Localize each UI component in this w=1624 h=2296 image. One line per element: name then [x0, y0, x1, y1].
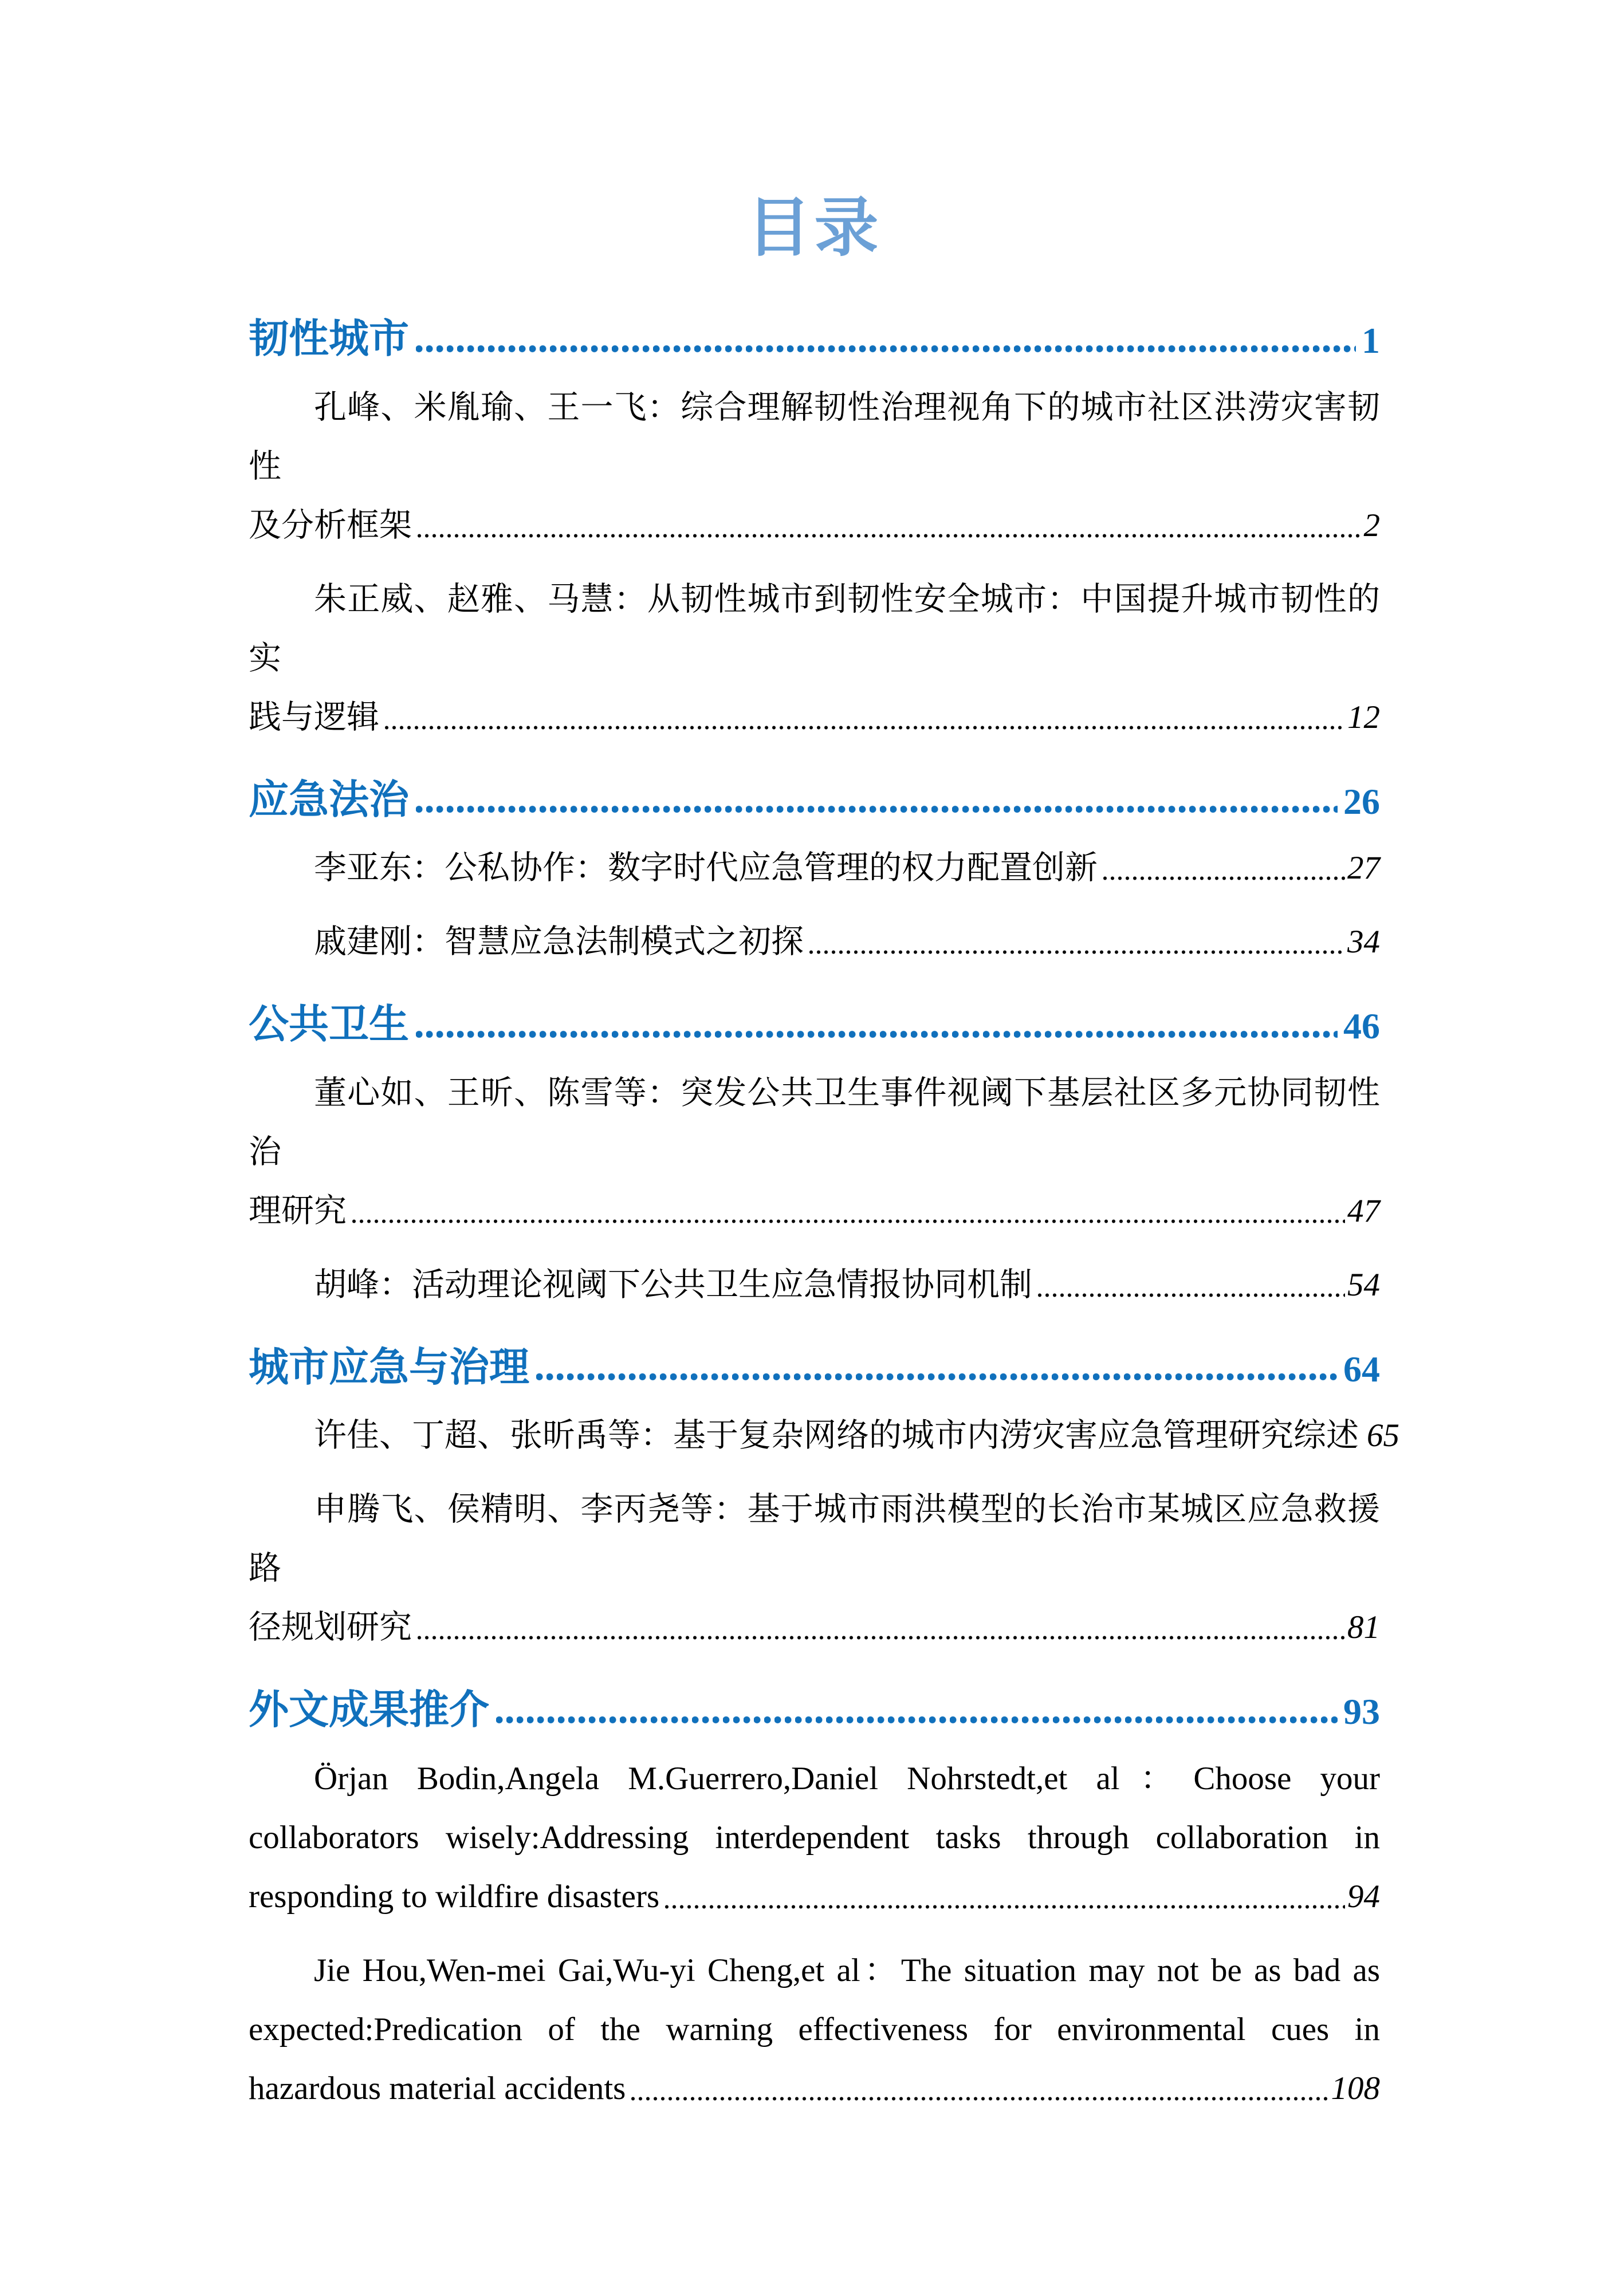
toc-entry-text: 许佳、丁超、张昕禹等：基于复杂网络的城市内涝灾害应急管理研究综述: [314, 1417, 1359, 1454]
toc-entry-last-line: [249, 912, 1380, 971]
toc-entry-line: expected:Predication of the warning effectiveness for environmental cues in: [249, 2011, 1380, 2047]
toc-section: [249, 777, 1380, 972]
section-page-number: 64: [1343, 1348, 1380, 1389]
section-page-number: 46: [1343, 1006, 1380, 1047]
entry-page-number: 108: [1331, 2070, 1380, 2106]
toc-section-heading[interactable]: [249, 1687, 1380, 1733]
toc-entry-last-line: [249, 838, 1380, 897]
toc-entry[interactable]: [249, 1064, 1380, 1240]
toc-section-heading[interactable]: [249, 1344, 1380, 1391]
section-page-number: 93: [1343, 1691, 1380, 1732]
entry-page-number: 12: [1347, 699, 1380, 735]
toc-entry-line: Jie Hou,Wen-mei Gai,Wu-yi Cheng,et al：The situation may not be as bad as: [314, 1952, 1380, 1988]
toc-entry[interactable]: [249, 1941, 1380, 2118]
toc-entry[interactable]: [249, 912, 1380, 971]
toc-entry-text: 胡峰：活动理论视阈下公共卫生应急情报协同机制: [314, 1266, 1032, 1303]
leader-dots: [385, 726, 1345, 730]
toc-entry-text: hazardous material accidents: [249, 2070, 626, 2106]
toc-entry-text: 及分析框架: [249, 507, 412, 544]
section-heading-label: 应急法治: [249, 777, 409, 822]
toc-entry-text: responding to wildfire disasters: [249, 1878, 660, 1915]
toc-entry-line: 申腾飞、侯精明、李丙尧等：基于城市雨洪模型的长治市某城区应急救援路: [249, 1491, 1380, 1587]
leader-dots: [352, 1219, 1345, 1223]
toc-entry-last-line: [249, 1406, 1399, 1465]
toc-section: [249, 316, 1380, 747]
toc-entry[interactable]: [249, 378, 1380, 555]
toc-entry[interactable]: [249, 570, 1380, 747]
section-heading-label: 公共卫生: [249, 1002, 409, 1047]
toc-section: [249, 1001, 1380, 1314]
toc-entry-text: 径规划研究: [249, 1609, 412, 1646]
toc-entry-last-line: [249, 496, 1380, 555]
leader-dots: [416, 1030, 1338, 1038]
leader-dots: [1103, 876, 1345, 880]
leader-dots: [665, 1905, 1345, 1909]
page-title: 目录: [746, 192, 882, 263]
entry-page-number: 65: [1367, 1417, 1399, 1454]
toc-entry[interactable]: [249, 1480, 1380, 1657]
leader-dots: [416, 345, 1356, 353]
toc-section: [249, 1687, 1380, 2118]
leader-dots: [1038, 1293, 1345, 1297]
entry-page-number: 2: [1363, 507, 1380, 544]
leader-dots: [418, 534, 1362, 538]
toc-entry-last-line: [249, 1867, 1380, 1926]
toc-entry-text: 践与逻辑: [249, 699, 379, 735]
toc-section: [249, 1344, 1399, 1657]
toc-content: [249, 192, 1399, 2118]
leader-dots: [809, 950, 1345, 954]
toc-entry[interactable]: [249, 1255, 1380, 1314]
toc-entry-text: 戚建刚：智慧应急法制模式之初探: [314, 924, 804, 960]
toc-entry[interactable]: [249, 838, 1380, 897]
entry-page-number: 94: [1347, 1878, 1380, 1915]
toc-entry-line: 孔峰、米胤瑜、王一飞：综合理解韧性治理视角下的城市社区洪涝灾害韧性: [249, 389, 1380, 485]
toc-entry-last-line: [249, 1182, 1380, 1240]
toc-entry-last-line: [249, 1598, 1380, 1657]
section-heading-label: 城市应急与治理: [249, 1344, 529, 1389]
entry-page-number: 34: [1347, 924, 1380, 960]
toc-entry[interactable]: [249, 1749, 1380, 1926]
toc-entry-text: 李亚东：公私协作：数字时代应急管理的权力配置创新: [314, 850, 1098, 887]
leader-dots: [416, 805, 1338, 813]
toc-entry-line: 朱正威、赵雅、马慧：从韧性城市到韧性安全城市：中国提升城市韧性的实: [249, 581, 1380, 676]
toc-section-heading[interactable]: [249, 316, 1380, 362]
toc-section-heading[interactable]: [249, 1001, 1380, 1047]
toc-entry-line: Örjan Bodin,Angela M.Guerrero,Daniel Nohrstedt,et al：Choose your: [314, 1760, 1380, 1797]
section-page-number: 1: [1362, 320, 1380, 361]
leader-dots: [536, 1373, 1338, 1381]
leader-dots: [631, 2097, 1328, 2101]
entry-page-number: 81: [1347, 1609, 1380, 1646]
toc-entry-line: 董心如、王昕、陈雪等：突发公共卫生事件视阈下基层社区多元协同韧性治: [249, 1074, 1380, 1170]
leader-dots: [418, 1636, 1345, 1640]
toc-entry-last-line: [249, 688, 1380, 747]
toc-entry[interactable]: [249, 1406, 1399, 1465]
section-heading-label: 韧性城市: [249, 316, 409, 361]
toc: [249, 316, 1399, 2118]
leader-dots: [496, 1716, 1338, 1724]
toc-entry-line: collaborators wisely:Addressing interdependent tasks through collaboration in: [249, 1819, 1380, 1856]
toc-section-heading[interactable]: [249, 777, 1380, 823]
entry-page-number: 47: [1347, 1192, 1380, 1229]
entry-page-number: 27: [1347, 850, 1380, 887]
toc-entry-last-line: [249, 1255, 1380, 1314]
toc-entry-text: 理研究: [249, 1192, 347, 1229]
entry-page-number: 54: [1347, 1266, 1380, 1303]
section-heading-label: 外文成果推介: [249, 1687, 489, 1732]
section-page-number: 26: [1343, 781, 1380, 822]
toc-entry-last-line: [249, 2059, 1380, 2118]
